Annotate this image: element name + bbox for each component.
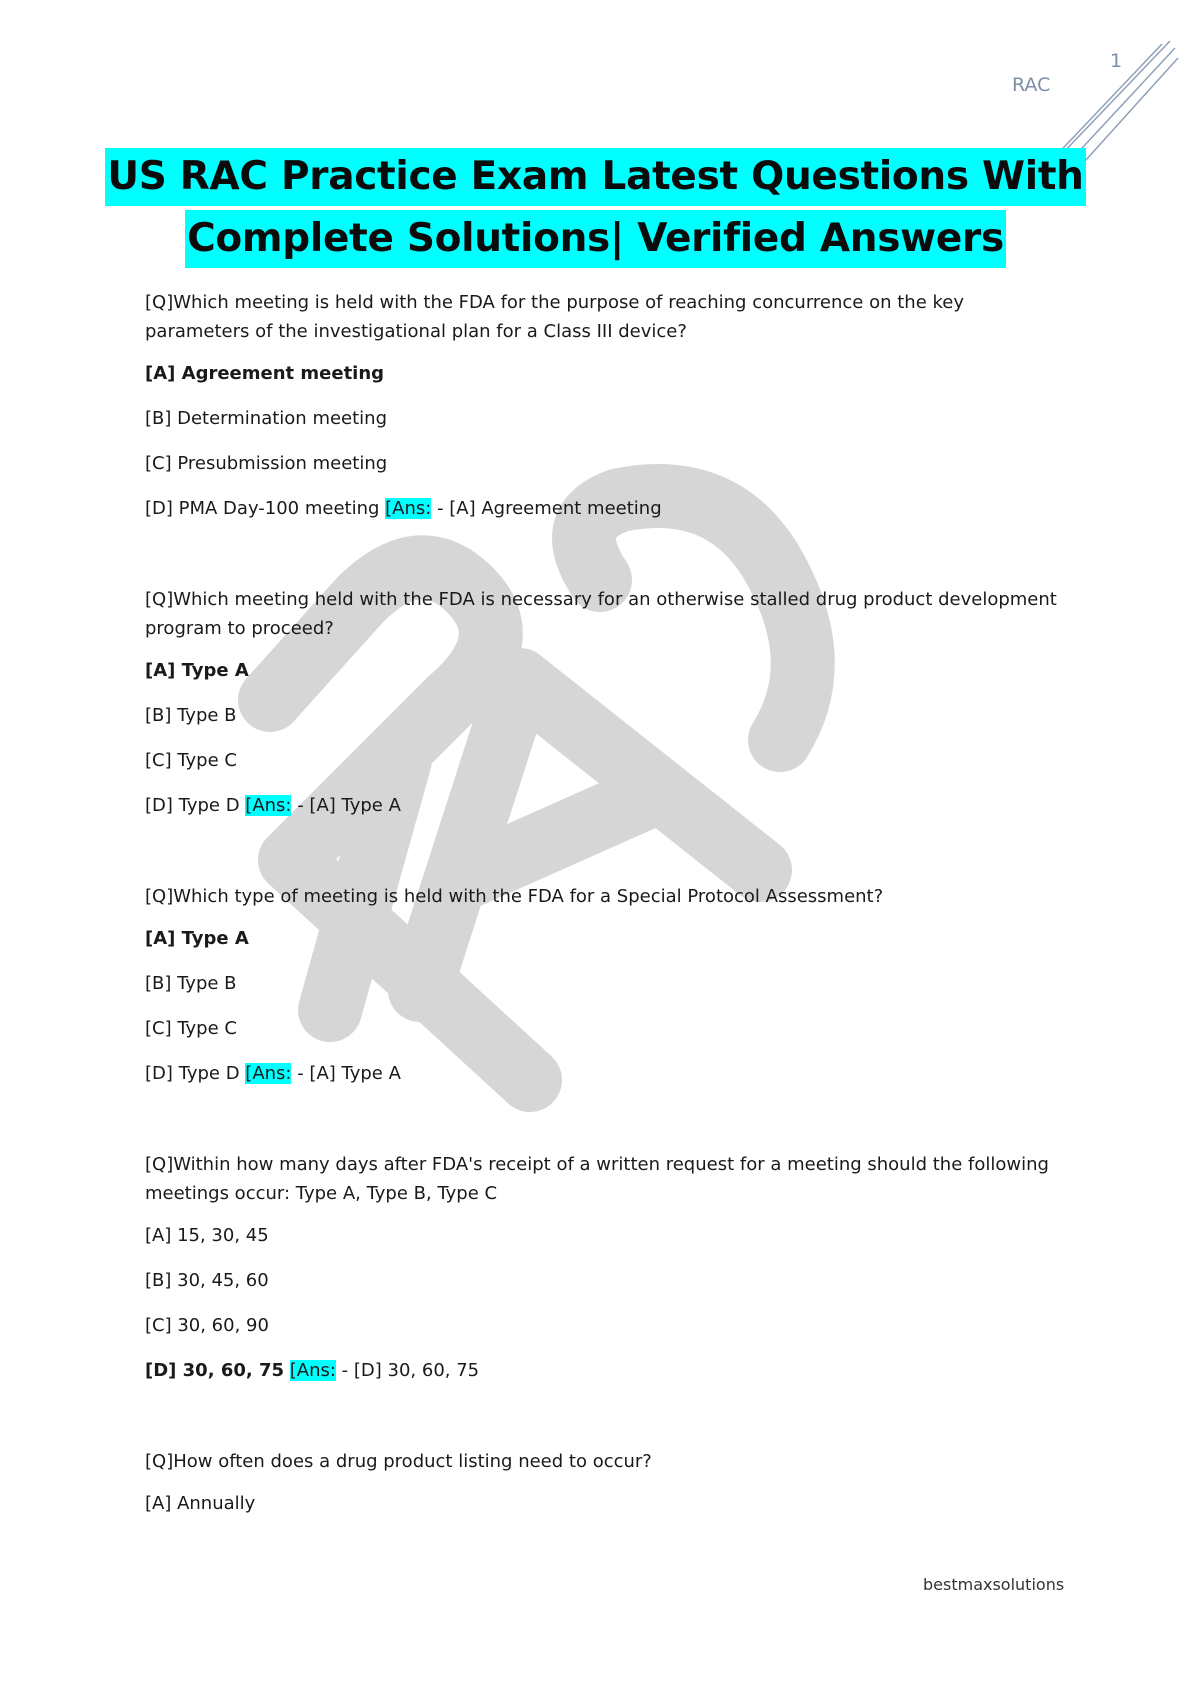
option-d: [D] Type D bbox=[145, 1063, 240, 1084]
option-d-with-answer bbox=[145, 1059, 1065, 1088]
answer-prefix: [Ans: bbox=[385, 498, 432, 519]
question-block bbox=[145, 1447, 1065, 1518]
header-label: RAC bbox=[1012, 74, 1051, 96]
page-number: 1 bbox=[1110, 50, 1123, 72]
answer-prefix: [Ans: bbox=[245, 1063, 292, 1084]
option-c: [C] Presubmission meeting bbox=[145, 453, 388, 474]
option-d: [D] PMA Day-100 meeting bbox=[145, 498, 380, 519]
option-b: [B] Type B bbox=[145, 705, 237, 726]
document-title bbox=[0, 148, 1191, 272]
option-b: [B] Type B bbox=[145, 973, 237, 994]
question-list bbox=[145, 288, 1065, 1580]
answer-text: - [D] 30, 60, 75 bbox=[335, 1360, 480, 1381]
question-block bbox=[145, 585, 1065, 820]
question-text: [Q]Which meeting held with the FDA is necessary for an otherwise stalled drug product development program to proceed? bbox=[145, 589, 1057, 639]
option-d: [D] 30, 60, 75 bbox=[145, 1360, 285, 1381]
option-c: [C] Type C bbox=[145, 750, 237, 771]
option-d-with-answer bbox=[145, 494, 1065, 523]
option-d-with-answer bbox=[145, 1356, 1065, 1385]
answer-text: - [A] Agreement meeting bbox=[431, 498, 662, 519]
question-block bbox=[145, 882, 1065, 1088]
option-b: [B] Determination meeting bbox=[145, 408, 388, 429]
option-a: [A] Annually bbox=[145, 1493, 256, 1514]
title-line-2: Complete Solutions| Verified Answers bbox=[185, 210, 1006, 268]
option-c: [C] Type C bbox=[145, 1018, 237, 1039]
option-d-with-answer bbox=[145, 791, 1065, 820]
question-text: [Q]Which meeting is held with the FDA for the purpose of reaching concurrence on the key parameters of the investigational plan for a Class III device? bbox=[145, 292, 964, 342]
answer-prefix: [Ans: bbox=[289, 1360, 336, 1381]
option-a: [A] Agreement meeting bbox=[145, 363, 385, 384]
option-a: [A] Type A bbox=[145, 928, 249, 949]
question-text: [Q]Which type of meeting is held with the FDA for a Special Protocol Assessment? bbox=[145, 886, 884, 907]
answer-text: - [A] Type A bbox=[291, 1063, 401, 1084]
option-d: [D] Type D bbox=[145, 795, 240, 816]
footer-text: bestmaxsolutions bbox=[923, 1575, 1065, 1594]
question-text: [Q]How often does a drug product listing need to occur? bbox=[145, 1451, 652, 1472]
option-a: [A] 15, 30, 45 bbox=[145, 1225, 269, 1246]
option-c: [C] 30, 60, 90 bbox=[145, 1315, 269, 1336]
answer-prefix: [Ans: bbox=[245, 795, 292, 816]
title-line-1: US RAC Practice Exam Latest Questions With bbox=[105, 148, 1085, 206]
question-block bbox=[145, 1150, 1065, 1385]
option-b: [B] 30, 45, 60 bbox=[145, 1270, 269, 1291]
question-block bbox=[145, 288, 1065, 523]
option-a: [A] Type A bbox=[145, 660, 249, 681]
question-text: [Q]Within how many days after FDA's receipt of a written request for a meeting should the following meetings occur: Type A, Type B, Type C bbox=[145, 1154, 1049, 1204]
answer-text: - [A] Type A bbox=[291, 795, 401, 816]
